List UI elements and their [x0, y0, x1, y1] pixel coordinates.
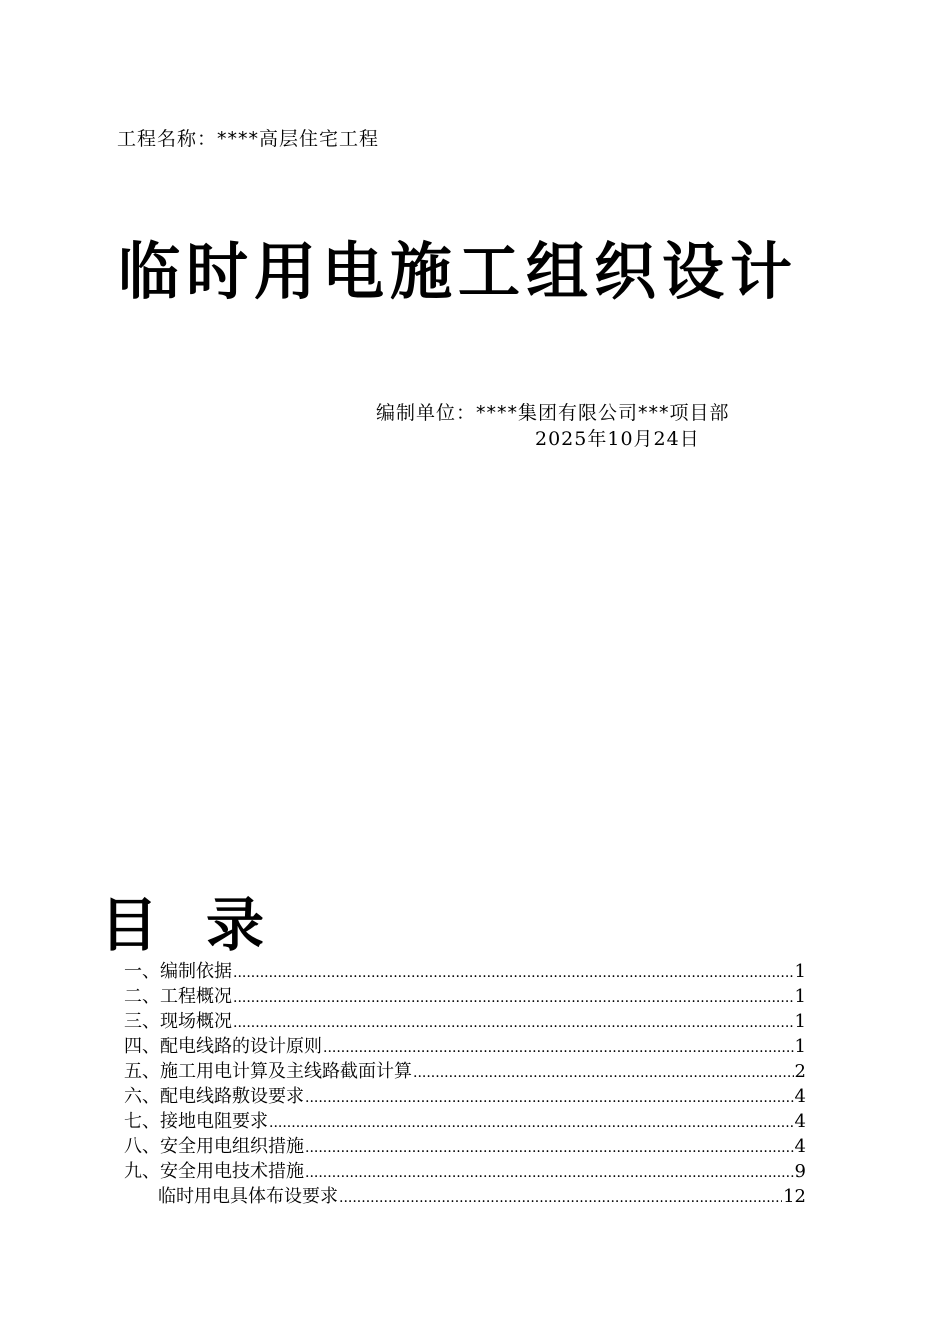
toc-heading: [100, 878, 264, 962]
toc-leader-dots: [269, 1115, 794, 1131]
toc-item[interactable]: [124, 1007, 806, 1032]
toc-leader-dots: [323, 1040, 794, 1056]
toc-leader-dots: [413, 1065, 794, 1081]
toc-item-page: 1: [794, 1036, 806, 1057]
toc-item-label: 一、编制依据: [124, 961, 232, 982]
toc-item-page: 4: [794, 1086, 806, 1107]
toc-leader-dots: [305, 1165, 794, 1181]
toc-item-label: 二、工程概况: [124, 986, 232, 1007]
toc-item[interactable]: [124, 1107, 806, 1132]
toc-item-page: 4: [794, 1136, 806, 1157]
toc-item[interactable]: [124, 1132, 806, 1157]
toc-item[interactable]: [124, 1157, 806, 1182]
project-name: 工程名称：****高层住宅工程: [117, 128, 380, 150]
toc-item-page: 2: [794, 1061, 806, 1082]
toc-heading-left: 目: [100, 891, 159, 959]
toc-item[interactable]: [124, 1082, 806, 1107]
toc-leader-dots: [305, 1140, 794, 1156]
toc-leader-dots: [305, 1090, 794, 1106]
toc-item[interactable]: [124, 957, 806, 982]
document-title: 临时用电施工组织设计: [118, 235, 799, 308]
toc-item-label: 四、配电线路的设计原则: [124, 1036, 322, 1057]
document-date: 2025年10月24日: [535, 428, 700, 450]
toc-leader-dots: [339, 1190, 782, 1206]
toc-item-label: 临时用电具体布设要求: [158, 1186, 338, 1207]
toc-item-page: 12: [783, 1186, 806, 1207]
toc-item-label: 七、接地电阻要求: [124, 1111, 268, 1132]
toc-leader-dots: [233, 990, 794, 1006]
toc-item-page: 1: [794, 1011, 806, 1032]
toc-item-page: 1: [794, 961, 806, 982]
toc-item-label: 五、施工用电计算及主线路截面计算: [124, 1061, 412, 1082]
toc-item-label: 八、安全用电组织措施: [124, 1136, 304, 1157]
toc-item-page: 9: [794, 1161, 806, 1182]
toc-item-page: 4: [794, 1111, 806, 1132]
toc-leader-dots: [233, 1015, 794, 1031]
compiler-unit: 编制单位：****集团有限公司***项目部: [376, 402, 730, 424]
toc-leader-dots: [233, 965, 794, 981]
toc-item-page: 1: [794, 986, 806, 1007]
toc-item[interactable]: [124, 1032, 806, 1057]
table-of-contents: [124, 957, 806, 1207]
toc-item-label: 三、现场概况: [124, 1011, 232, 1032]
toc-item[interactable]: [124, 982, 806, 1007]
toc-item[interactable]: [124, 1057, 806, 1082]
toc-item-label: 六、配电线路敷设要求: [124, 1086, 304, 1107]
toc-item[interactable]: [124, 1182, 806, 1207]
toc-heading-right: 录: [206, 891, 265, 959]
toc-item-label: 九、安全用电技术措施: [124, 1161, 304, 1182]
